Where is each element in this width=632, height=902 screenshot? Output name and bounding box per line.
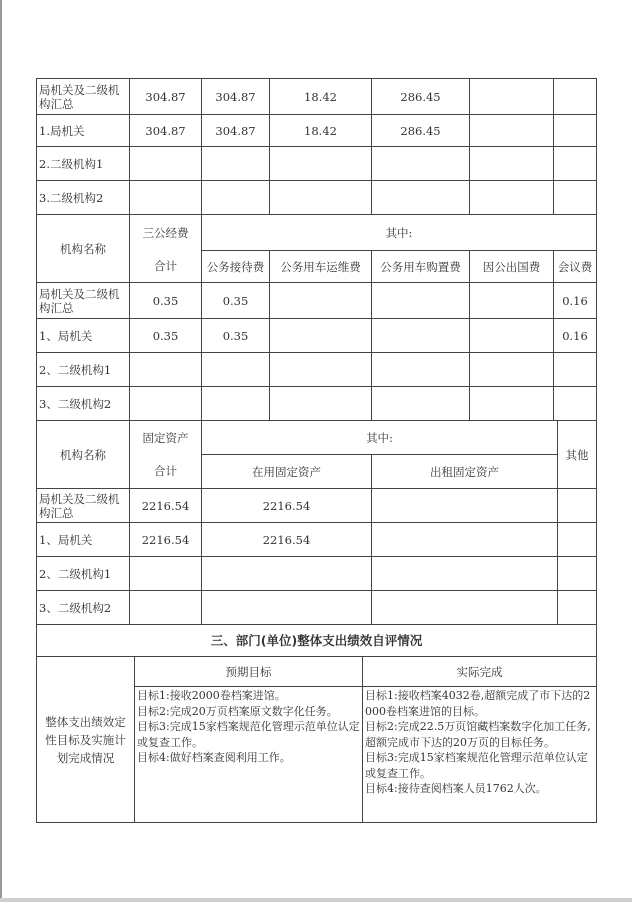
budget-cell — [470, 147, 554, 181]
performance-table — [36, 624, 597, 823]
budget-cell — [372, 147, 470, 181]
budget-cell: 286.45 — [372, 115, 470, 147]
sangong-total — [130, 353, 202, 387]
budget-cell — [130, 147, 202, 181]
sangong-row — [37, 319, 597, 353]
expected-goal: 目标3:完成15家档案规范化管理示范单位认定或复查工作。 — [137, 720, 360, 749]
budget-cell — [470, 181, 554, 215]
budget-cell — [470, 115, 554, 147]
sangong-meeting: 0.16 — [554, 319, 597, 353]
sangong-vehicle-run — [270, 353, 372, 387]
asset-total: 2216.54 — [130, 523, 202, 557]
actual-goal: 目标4:接待查阅档案人员1762人次。 — [365, 782, 547, 795]
header-total-top: 三公经费 — [130, 215, 202, 251]
asset-row — [37, 557, 597, 591]
section-title: 三、部门(单位)整体支出绩效自评情况 — [37, 625, 597, 657]
sangong-table — [36, 214, 597, 421]
sangong-meeting: 0.16 — [554, 283, 597, 319]
budget-cell — [372, 181, 470, 215]
asset-other — [558, 591, 597, 625]
asset-header-rented: 出租固定资产 — [372, 455, 558, 489]
budget-cell — [270, 147, 372, 181]
sangong-meeting — [554, 387, 597, 421]
header-abroad: 因公出国费 — [470, 251, 554, 283]
sangong-row — [37, 387, 597, 421]
sangong-org-name: 局机关及二级机构汇总 — [37, 283, 130, 319]
sangong-vehicle-run — [270, 387, 372, 421]
budget-cell: 304.87 — [202, 79, 270, 115]
asset-total — [130, 591, 202, 625]
budget-cell — [202, 147, 270, 181]
asset-in-use: 2216.54 — [202, 523, 372, 557]
sangong-org-name: 1、局机关 — [37, 319, 130, 353]
sangong-vehicle-run — [270, 319, 372, 353]
actual-goal: 目标1:接收档案4032卷,超额完成了市下达的2000卷档案进馆的目标。 — [365, 689, 591, 718]
actual-goal: 目标2:完成22.5万页馆藏档案数字化加工任务,超额完成市下达的20万页的目标任务。 — [365, 720, 591, 749]
budget-cell — [270, 181, 372, 215]
budget-table — [36, 78, 597, 215]
sangong-vehicle-buy — [372, 319, 470, 353]
sangong-vehicle-buy — [372, 353, 470, 387]
sangong-abroad — [470, 319, 554, 353]
header-among: 其中: — [202, 215, 597, 251]
asset-total: 2216.54 — [130, 489, 202, 523]
budget-org-name: 局机关及二级机构汇总 — [37, 79, 130, 115]
budget-cell: 286.45 — [372, 79, 470, 115]
asset-in-use — [202, 557, 372, 591]
asset-org-name: 3、二级机构2 — [37, 591, 130, 625]
actual-goals — [363, 687, 597, 823]
actual-goal: 目标3:完成15家档案规范化管理示范单位认定或复查工作。 — [365, 751, 588, 780]
sangong-vehicle-buy — [372, 387, 470, 421]
budget-cell — [202, 181, 270, 215]
budget-cell — [554, 181, 597, 215]
header-meeting: 会议费 — [554, 251, 597, 283]
header-org-name: 机构名称 — [37, 215, 130, 283]
asset-rented — [372, 523, 558, 557]
asset-rented — [372, 557, 558, 591]
expected-goal: 目标4:做好档案查阅利用工作。 — [137, 751, 291, 764]
sangong-meeting — [554, 353, 597, 387]
asset-header-in-use: 在用固定资产 — [202, 455, 372, 489]
asset-other — [558, 523, 597, 557]
actual-header: 实际完成 — [363, 657, 597, 687]
asset-in-use — [202, 591, 372, 625]
sangong-abroad — [470, 353, 554, 387]
sangong-total: 0.35 — [130, 319, 202, 353]
budget-cell: 18.42 — [270, 115, 372, 147]
asset-row — [37, 591, 597, 625]
header-vehicle-run: 公务用车运维费 — [270, 251, 372, 283]
asset-rented — [372, 489, 558, 523]
header-total-bottom: 合计 — [130, 251, 202, 283]
sangong-total: 0.35 — [130, 283, 202, 319]
asset-total — [130, 557, 202, 591]
expected-goal: 目标1:接收2000卷档案进馆。 — [137, 689, 286, 702]
sangong-abroad — [470, 387, 554, 421]
sangong-row — [37, 283, 597, 319]
asset-row — [37, 523, 597, 557]
asset-rented — [372, 591, 558, 625]
budget-cell: 18.42 — [270, 79, 372, 115]
sangong-row — [37, 353, 597, 387]
sangong-vehicle-buy — [372, 283, 470, 319]
budget-row — [37, 115, 597, 147]
budget-cell: 304.87 — [130, 79, 202, 115]
sangong-org-name: 3、二级机构2 — [37, 387, 130, 421]
page-left-edge — [0, 0, 2, 902]
sangong-vehicle-run — [270, 283, 372, 319]
asset-other — [558, 557, 597, 591]
asset-header-total-bottom: 合计 — [130, 455, 202, 489]
asset-org-name: 2、二级机构1 — [37, 557, 130, 591]
asset-header-other: 其他 — [558, 421, 597, 489]
sangong-org-name: 2、二级机构1 — [37, 353, 130, 387]
sangong-reception — [202, 353, 270, 387]
budget-org-name: 1.局机关 — [37, 115, 130, 147]
asset-header-among: 其中: — [202, 421, 558, 455]
budget-cell — [470, 79, 554, 115]
budget-cell — [554, 115, 597, 147]
asset-other — [558, 489, 597, 523]
page-bottom-edge — [0, 898, 632, 902]
budget-row — [37, 79, 597, 115]
budget-row — [37, 147, 597, 181]
performance-row-label: 整体支出绩效定性目标及实施计划完成情况 — [37, 657, 135, 823]
budget-row — [37, 181, 597, 215]
sangong-total — [130, 387, 202, 421]
budget-cell — [130, 181, 202, 215]
asset-in-use: 2216.54 — [202, 489, 372, 523]
budget-org-name: 3.二级机构2 — [37, 181, 130, 215]
header-reception: 公务接待费 — [202, 251, 270, 283]
asset-org-name: 1、局机关 — [37, 523, 130, 557]
budget-org-name: 2.二级机构1 — [37, 147, 130, 181]
expected-goal: 目标2:完成20万页档案原文数字化任务。 — [137, 704, 338, 718]
expected-goals — [135, 687, 363, 823]
budget-cell — [554, 147, 597, 181]
sangong-reception: 0.35 — [202, 283, 270, 319]
budget-cell: 304.87 — [202, 115, 270, 147]
sangong-reception: 0.35 — [202, 319, 270, 353]
budget-cell — [554, 79, 597, 115]
asset-header-total-top: 固定资产 — [130, 421, 202, 455]
expected-header: 预期目标 — [135, 657, 363, 687]
asset-row — [37, 489, 597, 523]
asset-org-name: 局机关及二级机构汇总 — [37, 489, 130, 523]
asset-header-org-name: 机构名称 — [37, 421, 130, 489]
budget-cell: 304.87 — [130, 115, 202, 147]
sangong-abroad — [470, 283, 554, 319]
header-vehicle-buy: 公务用车购置费 — [372, 251, 470, 283]
asset-table — [36, 420, 597, 625]
sangong-reception — [202, 387, 270, 421]
